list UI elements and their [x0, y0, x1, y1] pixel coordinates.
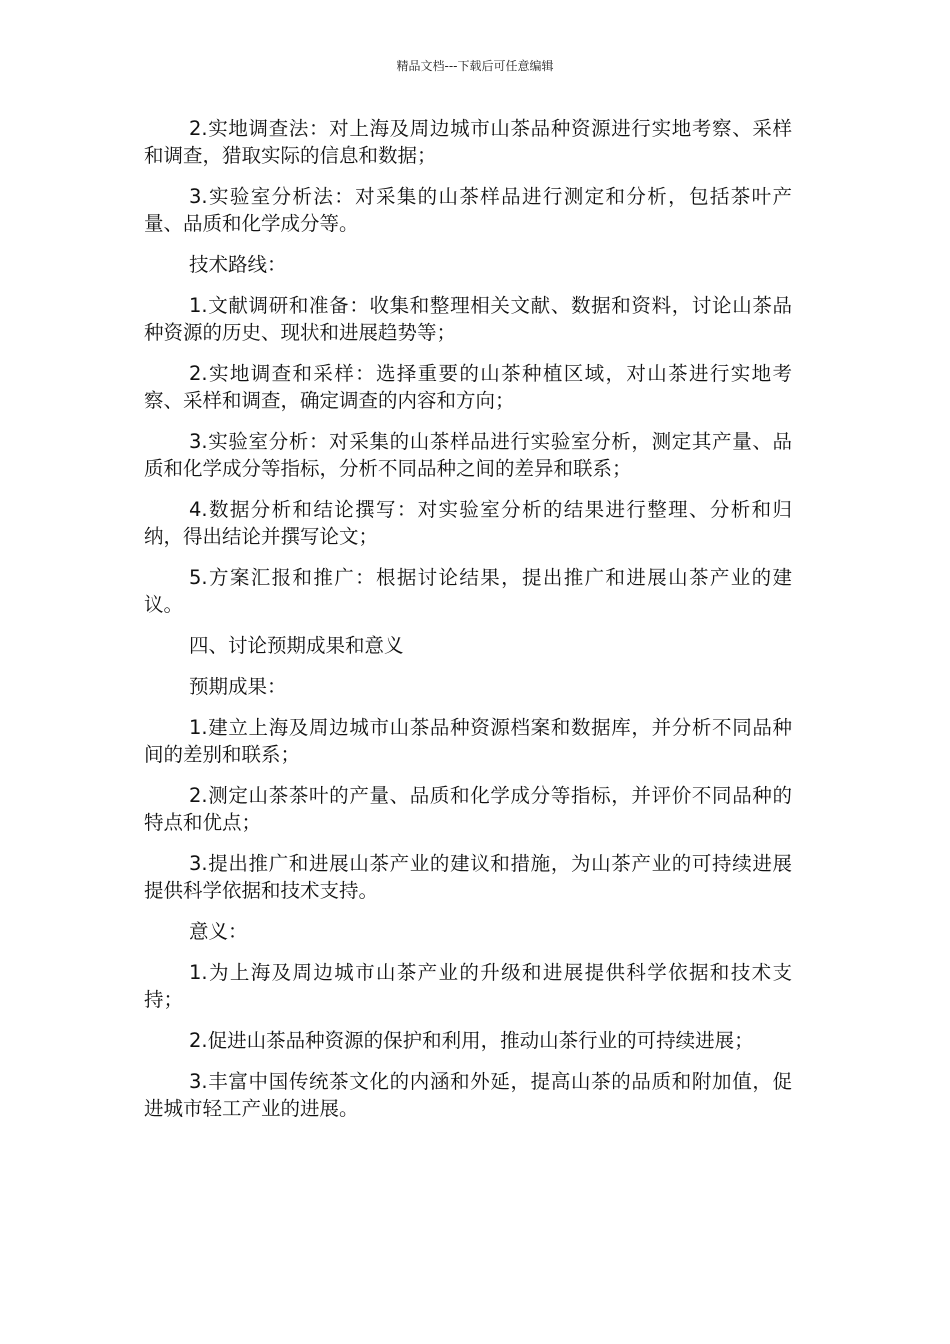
paragraph-result-1: 1.建立上海及周边城市山茶品种资源档案和数据库，并分析不同品种间的差别和联系；: [144, 716, 792, 766]
page-header: 精品文档---下载后可任意编辑: [396, 59, 554, 73]
paragraph-result-3: 3.提出推广和进展山茶产业的建议和措施，为山茶产业的可持续进展提供科学依据和技术支持。: [144, 852, 792, 902]
paragraph-significance-3: 3.丰富中国传统茶文化的内涵和外延，提高山茶的品质和附加值，促进城市轻工产业的进展。: [144, 1070, 792, 1120]
paragraph-route-step-2: 2.实地调查和采样：选择重要的山茶种植区域，对山茶进行实地考察、采样和调查，确定调查的内容和方向；: [144, 362, 792, 412]
paragraph-route-step-3: 3.实验室分析：对采集的山茶样品进行实验室分析，测定其产量、品质和化学成分等指标，分析不同品种之间的差异和联系；: [144, 430, 792, 480]
paragraph-technical-route-heading: 技术路线：: [189, 253, 287, 276]
paragraph-significance-2: 2.促进山茶品种资源的保护和利用，推动山茶行业的可持续进展；: [189, 1029, 754, 1052]
paragraph-significance-1: 1.为上海及周边城市山茶产业的升级和进展提供科学依据和技术支持；: [144, 961, 792, 1011]
paragraph-route-step-5: 5.方案汇报和推广：根据讨论结果，提出推广和进展山茶产业的建议。: [144, 566, 792, 616]
section-heading-4: 四、讨论预期成果和意义: [189, 634, 404, 657]
document-body: [144, 115, 792, 1136]
paragraph-field-survey-method: 2.实地调查法：对上海及周边城市山茶品种资源进行实地考察、采样和调查，猎取实际的信息和数据；: [144, 117, 792, 167]
paragraph-lab-analysis-method: 3.实验室分析法：对采集的山茶样品进行测定和分析，包括茶叶产量、品质和化学成分等。: [144, 185, 792, 235]
paragraph-expected-results-heading: 预期成果：: [189, 675, 287, 698]
paragraph-result-2: 2.测定山茶茶叶的产量、品质和化学成分等指标，并评价不同品种的特点和优点；: [144, 784, 792, 834]
paragraph-route-step-4: 4.数据分析和结论撰写：对实验室分析的结果进行整理、分析和归纳，得出结论并撰写论文；: [144, 498, 792, 548]
paragraph-significance-heading: 意义：: [189, 920, 248, 943]
paragraph-route-step-1: 1.文献调研和准备：收集和整理相关文献、数据和资料，讨论山茶品种资源的历史、现状和进展趋势等；: [144, 294, 792, 344]
